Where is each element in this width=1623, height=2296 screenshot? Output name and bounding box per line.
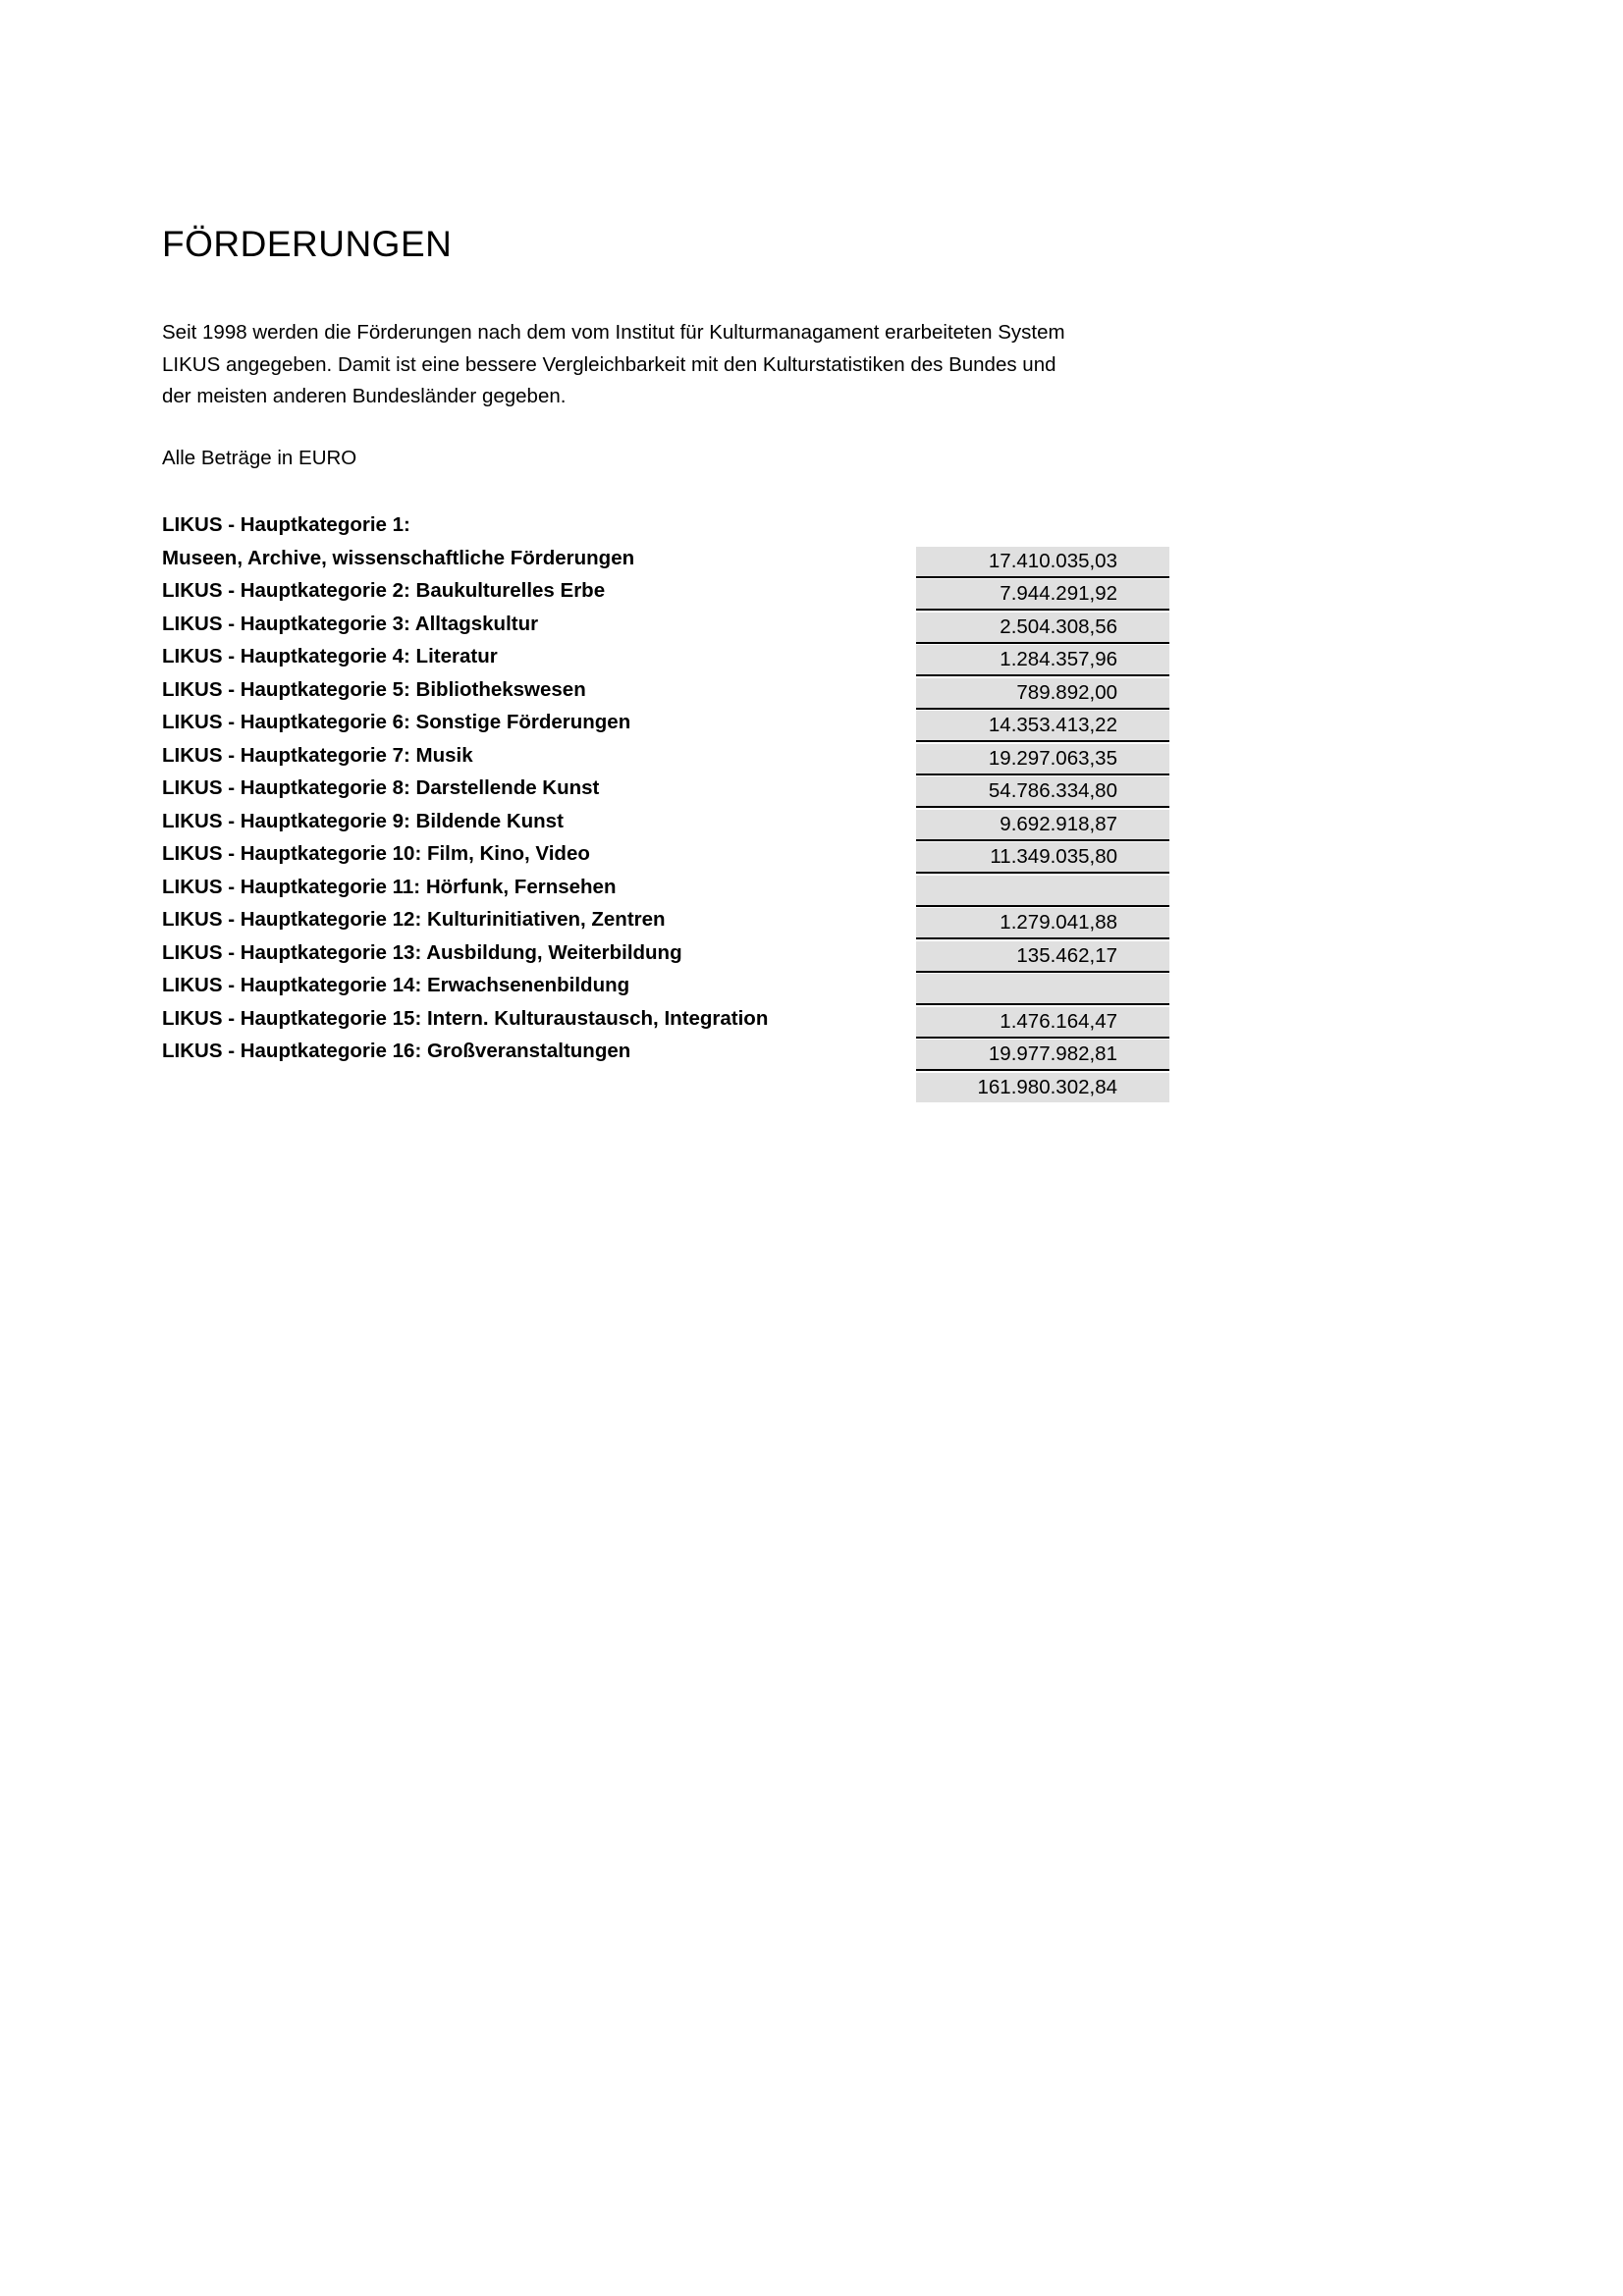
amount-value: 14.353.413,22 <box>988 714 1117 736</box>
amount-cell <box>916 776 1169 808</box>
table-heading-row <box>162 511 1173 545</box>
amount-cell <box>916 908 1169 939</box>
category-label: LIKUS - Hauptkategorie 10: Film, Kino, Video <box>162 842 590 865</box>
total-amount: 161.980.302,84 <box>977 1075 1117 1098</box>
amount-cell <box>916 1007 1169 1039</box>
amount-cell <box>916 579 1169 611</box>
amount-cell <box>916 678 1169 710</box>
amount-cell <box>916 645 1169 676</box>
category-label: LIKUS - Hauptkategorie 1: <box>162 513 410 536</box>
table-row <box>162 611 1173 644</box>
intro-line: Seit 1998 werden die Förderungen nach dem vom Institut für Kulturmanagament erarbeiteten System <box>162 321 1065 344</box>
intro-paragraph <box>162 317 1144 413</box>
table-row <box>162 808 1173 841</box>
amount-value: 1.284.357,96 <box>1000 648 1117 670</box>
category-label: LIKUS - Hauptkategorie 9: Bildende Kunst <box>162 809 564 832</box>
amount-cell <box>916 876 1169 907</box>
amount-cell <box>916 974 1169 1005</box>
category-label: LIKUS - Hauptkategorie 8: Darstellende Kunst <box>162 776 600 799</box>
table-row <box>162 643 1173 676</box>
amount-value: 54.786.334,80 <box>988 779 1117 802</box>
category-label: LIKUS - Hauptkategorie 5: Bibliothekswesen <box>162 677 586 701</box>
table-row <box>162 1038 1173 1071</box>
amount-cell <box>916 1040 1169 1071</box>
amount-value: 1.279.041,88 <box>1000 911 1117 934</box>
amount-value: 789.892,00 <box>1016 680 1117 704</box>
amount-cell <box>916 744 1169 775</box>
category-label: LIKUS - Hauptkategorie 14: Erwachsenenbildung <box>162 974 630 996</box>
table-row <box>162 774 1173 808</box>
table-row <box>162 742 1173 775</box>
category-label: LIKUS - Hauptkategorie 2: Baukulturelles Erbe <box>162 579 606 602</box>
total-value-cell <box>916 1073 1169 1102</box>
funding-table <box>162 511 1173 1103</box>
amount-cell <box>916 941 1169 973</box>
amount-value: 19.297.063,35 <box>988 746 1117 770</box>
category-label: LIKUS - Hauptkategorie 13: Ausbildung, Weiterbildung <box>162 940 682 964</box>
category-label: LIKUS - Hauptkategorie 16: Großveranstaltungen <box>162 1040 631 1062</box>
amount-value: 11.349.035,80 <box>990 845 1117 868</box>
currency-note: Alle Beträge in EURO <box>162 447 357 469</box>
category-label: LIKUS - Hauptkategorie 15: Intern. Kulturaustausch, Integration <box>162 1006 769 1030</box>
table-row <box>162 972 1173 1005</box>
amount-value: 17.410.035,03 <box>988 549 1117 572</box>
category-label: LIKUS - Hauptkategorie 3: Alltagskultur <box>162 612 539 635</box>
amount-cell <box>916 547 1169 578</box>
table-row <box>162 709 1173 742</box>
table-row <box>162 1005 1173 1039</box>
amount-value: 7.944.291,92 <box>1000 582 1117 605</box>
category-label: LIKUS - Hauptkategorie 6: Sonstige Förderungen <box>162 711 631 733</box>
category-label: Museen, Archive, wissenschaftliche Förderungen <box>162 546 635 569</box>
amount-cell <box>916 810 1169 841</box>
table-row <box>162 676 1173 710</box>
table-row <box>162 577 1173 611</box>
amount-value: 135.462,17 <box>1016 943 1117 967</box>
table-body <box>162 545 1173 1071</box>
amount-value: 19.977.982,81 <box>988 1042 1117 1065</box>
amount-value: 2.504.308,56 <box>1000 614 1117 638</box>
table-row <box>162 545 1173 578</box>
amount-value: 1.476.164,47 <box>1000 1009 1117 1033</box>
category-label: LIKUS - Hauptkategorie 12: Kulturinitiativen, Zentren <box>162 908 666 931</box>
category-label: LIKUS - Hauptkategorie 4: Literatur <box>162 645 498 667</box>
amount-value: 9.692.918,87 <box>1000 812 1117 835</box>
intro-line: der meisten anderen Bundesländer gegeben. <box>162 385 567 407</box>
total-row <box>162 1071 1173 1104</box>
table-row <box>162 906 1173 939</box>
page-title: FÖRDERUNGEN <box>162 224 453 264</box>
table-row <box>162 874 1173 907</box>
amount-cell <box>916 842 1169 874</box>
table-row <box>162 939 1173 973</box>
intro-line: LIKUS angegeben. Damit ist eine bessere Vergleichbarkeit mit den Kulturstatistiken des Bundes und <box>162 352 1056 376</box>
table-row <box>162 840 1173 874</box>
amount-cell <box>916 711 1169 742</box>
category-label: LIKUS - Hauptkategorie 11: Hörfunk, Fernsehen <box>162 875 617 898</box>
category-label: LIKUS - Hauptkategorie 7: Musik <box>162 743 473 767</box>
amount-cell <box>916 613 1169 644</box>
